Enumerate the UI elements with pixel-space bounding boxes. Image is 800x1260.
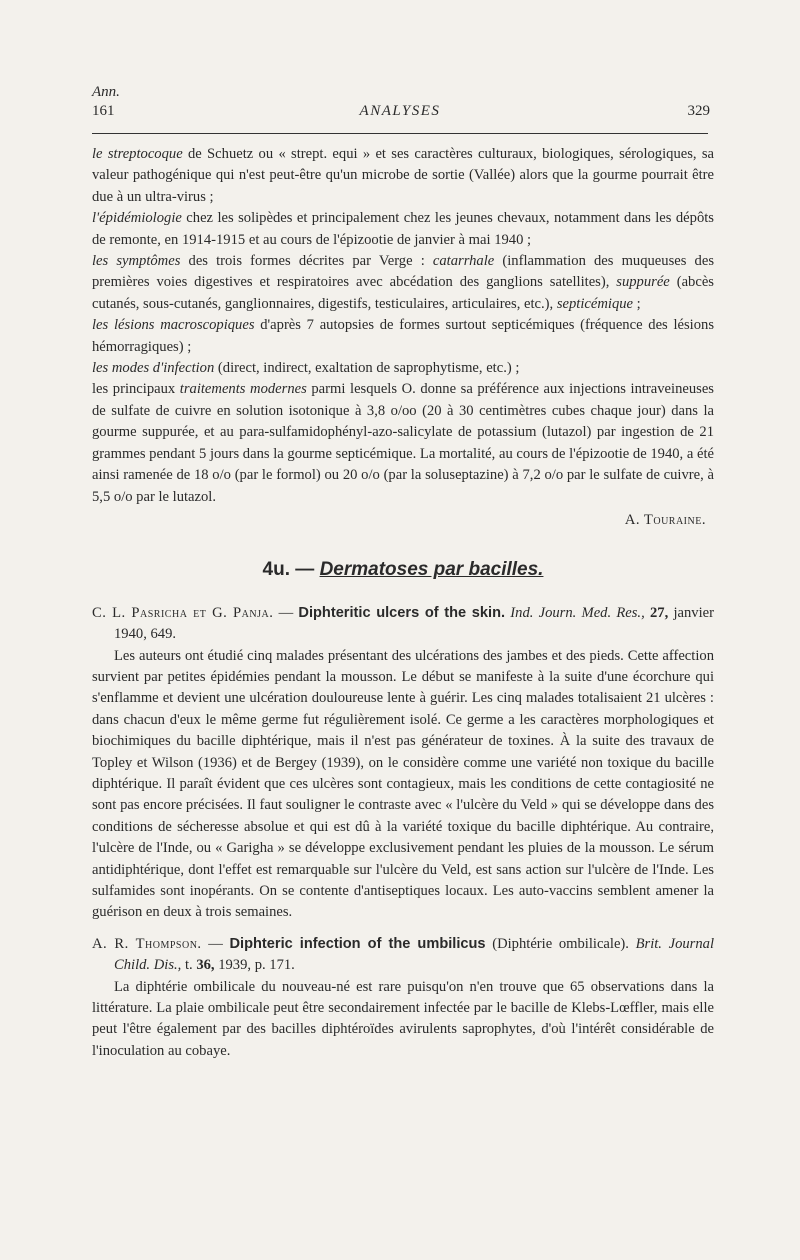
article-citation: C. L. Pasricha et G. Panja. — Diphteritic ulcers of the skin. Ind. Journ. Med. Res., 27, janvier 1940, 649. bbox=[92, 604, 714, 643]
header-rule bbox=[92, 133, 708, 134]
intro-item: le streptocoque de Schuetz ou « strept. equi » et ses caractères culturaux, biologiques, sérologiques, sa valeur pathogénique qui n'est peut-être qu'un microbe de sortie (Vallée) alors que la gourme pourrait être due à un ultra-virus ; bbox=[92, 146, 715, 205]
intro-item: les lésions macroscopiques d'après 7 autopsies de formes surtout septicémiques (fréquence des lésions hémorragiques) ; bbox=[92, 317, 714, 355]
article-body: La diphtérie ombilicale du nouveau-né est rare puisqu'on n'en trouve que 65 observations dans la littérature. La plaie ombilicale peut être secondairement infectée par le bacille de Klebs-Lœffler, mais elle peut l'être également par des bacilles diphtéroïdes avirulents saprophytes, d'où l'intérêt considérable de l'inoculation au cobaye. bbox=[92, 978, 714, 1059]
section-number: 4u. — bbox=[262, 559, 315, 581]
article-subtitle: (Diphtérie ombilicale). bbox=[485, 935, 636, 952]
spacer bbox=[92, 924, 714, 934]
annals-label: Ann. bbox=[92, 84, 120, 100]
article-citation: A. R. Thompson. — Diphteric infection of the umbilicus (Diphtérie ombilicale). Brit. Journal Child. Dis., t. 36, 1939, p. 171. bbox=[92, 935, 714, 974]
signature: A. Touraine. bbox=[624, 511, 706, 528]
journal-name: Ind. Journ. Med. Res., bbox=[510, 604, 645, 621]
section-title: Dermatoses par bacilles. bbox=[319, 559, 544, 581]
annals-number: 161 bbox=[92, 103, 115, 119]
section-heading bbox=[92, 559, 714, 580]
intro-item: les principaux traitements modernes parmi lesquels O. donne sa préférence aux injections intraveineuses de sulfate de cuivre en solution isotonique à 3,8 o/oo (20 à 30 centimètres cubes chaque jour) dans la gourme suppurée, et au para-sulfamidophényl-azo-salicylate de potassium (lutazol) par ingestion de 21 grammes pendant 5 jours dans la gourme septicémique. La mortalité, au cours de l'épizootie de 1940, a été ainsi ramenée de 18 o/o (par le formol) ou 20 o/o (par la soluseptazine) à 7,2 o/o par le sulfate de cuivre, à 5,5 o/o par le lutazol. bbox=[92, 381, 714, 505]
journal-date: 1939, p. 171. bbox=[214, 957, 295, 974]
page-number: 329 bbox=[687, 103, 710, 119]
running-title: ANALYSES bbox=[359, 103, 441, 119]
article-title: Diphteritic ulcers of the skin. bbox=[298, 604, 506, 621]
journal-volume: 27, bbox=[649, 604, 669, 621]
intro-item: l'épidémiologie chez les solipèdes et principalement chez les jeunes chevaux, notamment dans les dépôts de remonte, en 1914-1915 et au cours de l'épizootie de janvier à mai 1940 ; bbox=[92, 210, 714, 248]
journal-date: janvier 1940, 649. bbox=[114, 604, 714, 643]
body-text bbox=[92, 144, 714, 1062]
article-authors: A. R. Thompson. bbox=[92, 935, 202, 952]
article-body: Les auteurs ont étudié cinq malades présentant des ulcérations des jambes et des pieds. Cette affection survient par petites épidémies pendant la mousson. Le début se manifeste à la suite d'une écorchure qui s'enflamme et devient une ulcération douloureuse lente à guérir. Les cinq malades totalisaient 21 ulcères : dans chacun d'eux le même germe fut régulièrement isolé. Ce germe a les caractères morphologiques et biochimiques du bacille diphtérique, mais il n'est pas générateur de toxines. À la suite des travaux de Topley et Wilson (1936) et de Bergey (1939), on le considère comme une variété non toxique du bacille diphtérique. Il paraît évident que ces ulcères sont contagieux, mais les conditions de cette contagiosité ne sont pas encore précisées. Il faut souligner le contraste avec « l'ulcère du Veld » qui se développe dans des conditions de sécheresse absolue et qui est dû à la variété toxique du bacille diphtérique. Au contraire, l'ulcère de l'Inde, ou « Garigha » se développe exclusivement pendant les pluies de la mousson. Le sérum antidiphtérique, dont l'effet est remarquable sur l'ulcère du Veld, est sans action sur l'ulcère de l'Inde. Les sulfamides sont inopérants. On se contente d'antiseptiques locaux. Les auto-vaccins semblent amener la guérison en deux à trois semaines. bbox=[92, 647, 714, 921]
article-title: Diphteric infection of the umbilicus bbox=[229, 935, 486, 952]
journal-name: Brit. Journal Child. Dis., bbox=[114, 935, 714, 974]
article-authors: C. L. Pasricha et G. Panja. bbox=[92, 604, 274, 621]
intro-item: les symptômes des trois formes décrites par Verge : catarrhale (inflammation des muqueuses des premières voies digestives et respiratoires avec abcédation des ganglions satellites), suppurée (abcès cutanés, sous-cutanés, ganglionnaires, digestifs, testiculaires, articulaires, etc.), septicémique ; bbox=[92, 253, 714, 312]
intro-item: les modes d'infection (direct, indirect, exaltation de saprophytisme, etc.) ; bbox=[92, 360, 520, 377]
journal-volume: 36, bbox=[196, 957, 215, 974]
